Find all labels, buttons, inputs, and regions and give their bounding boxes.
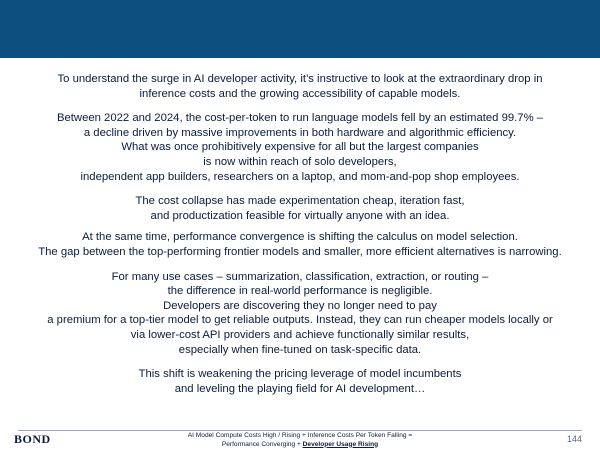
paragraph-cost-collapse <box>0 194 600 223</box>
footer-nav-prefix: Performance Converging + <box>221 440 303 448</box>
text-line: To understand the surge in AI developer activity, it’s instructive to look at the extraordinary drop in <box>57 73 543 85</box>
text-line: especially when fine-tuned on task-specific data. <box>178 343 422 356</box>
text-line: The gap between the top-performing frontier models and smaller, more efficient alternatives is narrowing. <box>38 245 562 258</box>
body-text <box>0 72 600 396</box>
page-number: 144 <box>566 434 582 444</box>
text-line: and leveling the playing field for AI development… <box>174 382 426 395</box>
footer-breadcrumb <box>150 432 450 449</box>
text-line: independent app builders, researchers on a laptop, and mom-and-pop shop employees. <box>80 170 520 183</box>
text-line: Developers are discovering they no longer need to pay <box>163 299 437 312</box>
text-line: For many use cases – summarization, classification, extraction, or routing – <box>111 270 489 283</box>
footer-nav-line: AI Model Compute Costs High / Rising + Inference Costs Per Token Falling = <box>187 432 413 439</box>
text-line: and productization feasible for virtually anyone with an idea. <box>150 209 450 222</box>
text-line: inference costs and the growing accessibility of capable models. <box>139 87 461 100</box>
text-line: This shift is weakening the pricing leverage of model incumbents <box>138 368 462 381</box>
footer-nav-line <box>150 441 450 450</box>
paragraph-cost-decline <box>0 111 600 184</box>
footer-nav-active-link[interactable]: Developer Usage Rising <box>302 440 379 448</box>
text-line: via lower-cost API providers and achieve functionally similar results, <box>130 328 470 341</box>
header-band <box>0 0 600 58</box>
bond-logo: BOND <box>14 432 51 446</box>
footer-divider <box>18 430 582 431</box>
text-line: a premium for a top-tier model to get reliable outputs. Instead, they can run cheaper models locally or <box>47 314 553 327</box>
text-line: is now within reach of solo developers, <box>203 155 397 168</box>
text-line: a decline driven by massive improvements in both hardware and algorithmic efficiency. <box>83 126 517 139</box>
text-line: What was once prohibitively expensive for all but the largest companies <box>121 141 479 154</box>
paragraph-use-cases <box>0 270 600 358</box>
paragraph-intro <box>0 72 600 101</box>
paragraph-conclusion <box>0 367 600 396</box>
text-line: The cost collapse has made experimentation cheap, iteration fast, <box>135 195 465 208</box>
text-line: At the same time, performance convergence is shifting the calculus on model selection. <box>82 231 518 244</box>
text-line: the difference in real-world performance is negligible. <box>167 285 433 298</box>
paragraph-convergence <box>0 230 600 259</box>
text-line: Between 2022 and 2024, the cost-per-token to run language models fell by an estimated 99.7% – <box>56 112 544 125</box>
